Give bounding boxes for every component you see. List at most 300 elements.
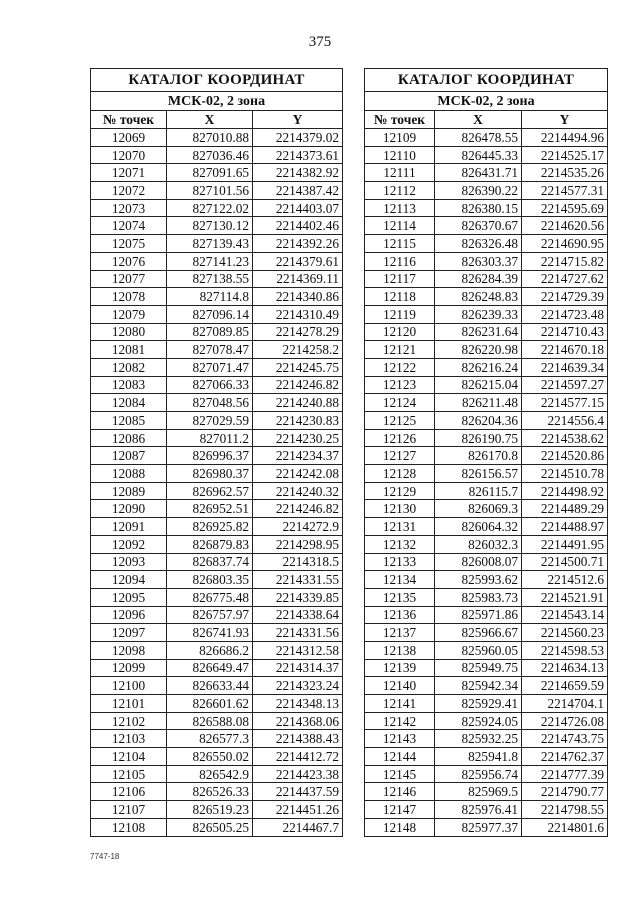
table-row: [365, 199, 608, 217]
table-row: [365, 641, 608, 659]
point-number-cell: 12134: [365, 571, 435, 589]
y-coordinate-cell: 2214402.46: [253, 217, 343, 235]
table-row: [91, 358, 343, 376]
catalog-subtitle: МСК-02, 2 зона: [91, 92, 343, 111]
table-row: [91, 129, 343, 147]
x-coordinate-cell: 826980.37: [167, 465, 253, 483]
point-number-cell: 12108: [91, 818, 167, 836]
point-number-cell: 12095: [91, 588, 167, 606]
point-number-cell: 12103: [91, 730, 167, 748]
point-number-cell: 12143: [365, 730, 435, 748]
table-row: [91, 394, 343, 412]
point-number-cell: 12139: [365, 659, 435, 677]
point-number-cell: 12123: [365, 376, 435, 394]
table-row: [365, 748, 608, 766]
table-row: [91, 252, 343, 270]
y-coordinate-cell: 2214246.82: [253, 500, 343, 518]
point-number-cell: 12119: [365, 305, 435, 323]
y-coordinate-cell: 2214331.55: [253, 571, 343, 589]
y-coordinate-cell: 2214230.25: [253, 429, 343, 447]
table-row: [91, 482, 343, 500]
point-number-cell: 12081: [91, 341, 167, 359]
table-row: [365, 252, 608, 270]
point-number-cell: 12099: [91, 659, 167, 677]
x-coordinate-cell: 827139.43: [167, 235, 253, 253]
point-number-cell: 12117: [365, 270, 435, 288]
point-number-cell: 12121: [365, 341, 435, 359]
point-number-cell: 12136: [365, 606, 435, 624]
table-row: [365, 394, 608, 412]
table-row: [91, 801, 343, 819]
table-row: [91, 270, 343, 288]
point-number-cell: 12105: [91, 765, 167, 783]
column-header-point-number: № точек: [365, 111, 435, 129]
x-coordinate-cell: 825941.8: [435, 748, 522, 766]
x-coordinate-cell: 826239.33: [435, 305, 522, 323]
column-header-y: Y: [253, 111, 343, 129]
x-coordinate-cell: 826588.08: [167, 712, 253, 730]
point-number-cell: 12114: [365, 217, 435, 235]
y-coordinate-cell: 2214520.86: [522, 447, 608, 465]
y-coordinate-cell: 2214230.83: [253, 412, 343, 430]
table-row: [365, 482, 608, 500]
y-coordinate-cell: 2214331.56: [253, 624, 343, 642]
table-row: [91, 695, 343, 713]
table-row: [365, 429, 608, 447]
y-coordinate-cell: 2214488.97: [522, 518, 608, 536]
table-row: [91, 624, 343, 642]
table-row: [365, 270, 608, 288]
y-coordinate-cell: 2214382.92: [253, 164, 343, 182]
y-coordinate-cell: 2214512.6: [522, 571, 608, 589]
y-coordinate-cell: 2214412.72: [253, 748, 343, 766]
y-coordinate-cell: 2214451.26: [253, 801, 343, 819]
x-coordinate-cell: 825929.41: [435, 695, 522, 713]
y-coordinate-cell: 2214494.96: [522, 129, 608, 147]
point-number-cell: 12076: [91, 252, 167, 270]
y-coordinate-cell: 2214743.75: [522, 730, 608, 748]
table-row: [365, 765, 608, 783]
x-coordinate-cell: 825949.75: [435, 659, 522, 677]
y-coordinate-cell: 2214597.27: [522, 376, 608, 394]
point-number-cell: 12069: [91, 129, 167, 147]
x-coordinate-cell: 826370.67: [435, 217, 522, 235]
x-coordinate-cell: 826431.71: [435, 164, 522, 182]
x-coordinate-cell: 826069.3: [435, 500, 522, 518]
x-coordinate-cell: 827141.23: [167, 252, 253, 270]
y-coordinate-cell: 2214437.59: [253, 783, 343, 801]
point-number-cell: 12135: [365, 588, 435, 606]
y-coordinate-cell: 2214278.29: [253, 323, 343, 341]
table-row: [365, 146, 608, 164]
point-number-cell: 12144: [365, 748, 435, 766]
y-coordinate-cell: 2214491.95: [522, 535, 608, 553]
y-coordinate-cell: 2214670.18: [522, 341, 608, 359]
x-coordinate-cell: 826577.3: [167, 730, 253, 748]
x-coordinate-cell: 827091.65: [167, 164, 253, 182]
x-coordinate-cell: 826156.57: [435, 465, 522, 483]
column-header-point-number: № точек: [91, 111, 167, 129]
y-coordinate-cell: 2214729.39: [522, 288, 608, 306]
y-coordinate-cell: 2214710.43: [522, 323, 608, 341]
y-coordinate-cell: 2214556.4: [522, 412, 608, 430]
point-number-cell: 12080: [91, 323, 167, 341]
x-coordinate-cell: 826032.3: [435, 535, 522, 553]
x-coordinate-cell: 827048.56: [167, 394, 253, 412]
point-number-cell: 12098: [91, 641, 167, 659]
y-coordinate-cell: 2214467.7: [253, 818, 343, 836]
y-coordinate-cell: 2214348.13: [253, 695, 343, 713]
table-row: [365, 341, 608, 359]
table-row: [91, 323, 343, 341]
y-coordinate-cell: 2214500.71: [522, 553, 608, 571]
x-coordinate-cell: 826478.55: [435, 129, 522, 147]
y-coordinate-cell: 2214620.56: [522, 217, 608, 235]
y-coordinate-cell: 2214727.62: [522, 270, 608, 288]
x-coordinate-cell: 826526.33: [167, 783, 253, 801]
x-coordinate-cell: 826550.02: [167, 748, 253, 766]
table-row: [365, 412, 608, 430]
y-coordinate-cell: 2214240.32: [253, 482, 343, 500]
table-row: [91, 730, 343, 748]
x-coordinate-cell: 826775.48: [167, 588, 253, 606]
x-coordinate-cell: 827066.33: [167, 376, 253, 394]
point-number-cell: 12096: [91, 606, 167, 624]
y-coordinate-cell: 2214790.77: [522, 783, 608, 801]
x-coordinate-cell: 826204.36: [435, 412, 522, 430]
point-number-cell: 12142: [365, 712, 435, 730]
y-coordinate-cell: 2214339.85: [253, 588, 343, 606]
table-row: [365, 801, 608, 819]
point-number-cell: 12125: [365, 412, 435, 430]
x-coordinate-cell: 827010.88: [167, 129, 253, 147]
catalog-title: КАТАЛОГ КООРДИНАТ: [365, 69, 608, 92]
table-row: [365, 588, 608, 606]
y-coordinate-cell: 2214423.38: [253, 765, 343, 783]
table-row: [91, 677, 343, 695]
x-coordinate-cell: 827011.2: [167, 429, 253, 447]
point-number-cell: 12112: [365, 182, 435, 200]
table-row: [365, 182, 608, 200]
y-coordinate-cell: 2214246.82: [253, 376, 343, 394]
point-number-cell: 12122: [365, 358, 435, 376]
x-coordinate-cell: 826741.93: [167, 624, 253, 642]
table-row: [91, 182, 343, 200]
point-number-cell: 12075: [91, 235, 167, 253]
x-coordinate-cell: 827071.47: [167, 358, 253, 376]
table-row: [365, 783, 608, 801]
table-row: [365, 695, 608, 713]
y-coordinate-cell: 2214379.61: [253, 252, 343, 270]
table-row: [91, 341, 343, 359]
point-number-cell: 12074: [91, 217, 167, 235]
y-coordinate-cell: 2214639.34: [522, 358, 608, 376]
y-coordinate-cell: 2214762.37: [522, 748, 608, 766]
table-row: [365, 465, 608, 483]
x-coordinate-cell: 826952.51: [167, 500, 253, 518]
table-row: [365, 535, 608, 553]
x-coordinate-cell: 826115.7: [435, 482, 522, 500]
point-number-cell: 12100: [91, 677, 167, 695]
point-number-cell: 12115: [365, 235, 435, 253]
table-row: [91, 783, 343, 801]
y-coordinate-cell: 2214312.58: [253, 641, 343, 659]
y-coordinate-cell: 2214521.91: [522, 588, 608, 606]
point-number-cell: 12111: [365, 164, 435, 182]
point-number-cell: 12128: [365, 465, 435, 483]
table-row: [365, 447, 608, 465]
page-number: 375: [308, 34, 332, 50]
table-row: [91, 465, 343, 483]
point-number-cell: 12078: [91, 288, 167, 306]
point-number-cell: 12120: [365, 323, 435, 341]
table-row: [365, 217, 608, 235]
x-coordinate-cell: 826962.57: [167, 482, 253, 500]
y-coordinate-cell: 2214373.61: [253, 146, 343, 164]
table-row: [91, 535, 343, 553]
point-number-cell: 12092: [91, 535, 167, 553]
y-coordinate-cell: 2214242.08: [253, 465, 343, 483]
table-row: [365, 518, 608, 536]
table-row: [91, 199, 343, 217]
x-coordinate-cell: 825969.5: [435, 783, 522, 801]
table-row: [365, 129, 608, 147]
x-coordinate-cell: 826231.64: [435, 323, 522, 341]
table-row: [91, 412, 343, 430]
x-coordinate-cell: 826064.32: [435, 518, 522, 536]
x-coordinate-cell: 826326.48: [435, 235, 522, 253]
x-coordinate-cell: 825956.74: [435, 765, 522, 783]
y-coordinate-cell: 2214715.82: [522, 252, 608, 270]
point-number-cell: 12110: [365, 146, 435, 164]
table-row: [91, 641, 343, 659]
column-header-x: X: [167, 111, 253, 129]
table-row: [91, 500, 343, 518]
y-coordinate-cell: 2214245.75: [253, 358, 343, 376]
y-coordinate-cell: 2214598.53: [522, 641, 608, 659]
x-coordinate-cell: 825993.62: [435, 571, 522, 589]
table-row: [365, 164, 608, 182]
x-coordinate-cell: 827130.12: [167, 217, 253, 235]
table-row: [365, 818, 608, 836]
y-coordinate-cell: 2214510.78: [522, 465, 608, 483]
y-coordinate-cell: 2214726.08: [522, 712, 608, 730]
table-row: [365, 659, 608, 677]
x-coordinate-cell: 826215.04: [435, 376, 522, 394]
x-coordinate-cell: 826542.9: [167, 765, 253, 783]
x-coordinate-cell: 826601.62: [167, 695, 253, 713]
x-coordinate-cell: 825983.73: [435, 588, 522, 606]
point-number-cell: 12102: [91, 712, 167, 730]
y-coordinate-cell: 2214723.48: [522, 305, 608, 323]
x-coordinate-cell: 826211.48: [435, 394, 522, 412]
table-row: [365, 288, 608, 306]
table-row: [91, 765, 343, 783]
point-number-cell: 12087: [91, 447, 167, 465]
column-header-x: X: [435, 111, 522, 129]
x-coordinate-cell: 827029.59: [167, 412, 253, 430]
table-row: [365, 376, 608, 394]
point-number-cell: 12109: [365, 129, 435, 147]
table-row: [365, 500, 608, 518]
table-row: [91, 606, 343, 624]
table-row: [91, 217, 343, 235]
table-row: [91, 818, 343, 836]
point-number-cell: 12093: [91, 553, 167, 571]
x-coordinate-cell: 827101.56: [167, 182, 253, 200]
y-coordinate-cell: 2214577.15: [522, 394, 608, 412]
x-coordinate-cell: 826925.82: [167, 518, 253, 536]
point-number-cell: 12129: [365, 482, 435, 500]
point-number-cell: 12101: [91, 695, 167, 713]
point-number-cell: 12091: [91, 518, 167, 536]
x-coordinate-cell: 827089.85: [167, 323, 253, 341]
point-number-cell: 12116: [365, 252, 435, 270]
y-coordinate-cell: 2214379.02: [253, 129, 343, 147]
point-number-cell: 12113: [365, 199, 435, 217]
y-coordinate-cell: 2214258.2: [253, 341, 343, 359]
point-number-cell: 12072: [91, 182, 167, 200]
point-number-cell: 12127: [365, 447, 435, 465]
y-coordinate-cell: 2214798.55: [522, 801, 608, 819]
point-number-cell: 12079: [91, 305, 167, 323]
x-coordinate-cell: 827114.8: [167, 288, 253, 306]
table-row: [91, 447, 343, 465]
table-row: [91, 553, 343, 571]
x-coordinate-cell: 826649.47: [167, 659, 253, 677]
x-coordinate-cell: 826220.98: [435, 341, 522, 359]
point-number-cell: 12104: [91, 748, 167, 766]
table-row: [365, 571, 608, 589]
table-row: [91, 376, 343, 394]
point-number-cell: 12085: [91, 412, 167, 430]
x-coordinate-cell: 826757.97: [167, 606, 253, 624]
x-coordinate-cell: 826837.74: [167, 553, 253, 571]
y-coordinate-cell: 2214535.26: [522, 164, 608, 182]
table-row: [91, 588, 343, 606]
x-coordinate-cell: 827138.55: [167, 270, 253, 288]
x-coordinate-cell: 826380.15: [435, 199, 522, 217]
y-coordinate-cell: 2214577.31: [522, 182, 608, 200]
point-number-cell: 12073: [91, 199, 167, 217]
x-coordinate-cell: 826996.37: [167, 447, 253, 465]
y-coordinate-cell: 2214634.13: [522, 659, 608, 677]
point-number-cell: 12106: [91, 783, 167, 801]
point-number-cell: 12148: [365, 818, 435, 836]
point-number-cell: 12132: [365, 535, 435, 553]
y-coordinate-cell: 2214659.59: [522, 677, 608, 695]
point-number-cell: 12107: [91, 801, 167, 819]
y-coordinate-cell: 2214498.92: [522, 482, 608, 500]
y-coordinate-cell: 2214538.62: [522, 429, 608, 447]
coordinate-catalog-table-left: [90, 68, 343, 837]
point-number-cell: 12089: [91, 482, 167, 500]
x-coordinate-cell: 827096.14: [167, 305, 253, 323]
x-coordinate-cell: 826803.35: [167, 571, 253, 589]
point-number-cell: 12088: [91, 465, 167, 483]
table-row: [365, 553, 608, 571]
point-number-cell: 12131: [365, 518, 435, 536]
point-number-cell: 12070: [91, 146, 167, 164]
y-coordinate-cell: 2214368.06: [253, 712, 343, 730]
x-coordinate-cell: 827078.47: [167, 341, 253, 359]
table-row: [91, 429, 343, 447]
y-coordinate-cell: 2214240.88: [253, 394, 343, 412]
y-coordinate-cell: 2214310.49: [253, 305, 343, 323]
y-coordinate-cell: 2214387.42: [253, 182, 343, 200]
point-number-cell: 12133: [365, 553, 435, 571]
table-row: [365, 730, 608, 748]
table-row: [91, 571, 343, 589]
x-coordinate-cell: 826190.75: [435, 429, 522, 447]
point-number-cell: 12137: [365, 624, 435, 642]
point-number-cell: 12145: [365, 765, 435, 783]
point-number-cell: 12077: [91, 270, 167, 288]
x-coordinate-cell: 827122.02: [167, 199, 253, 217]
y-coordinate-cell: 2214298.95: [253, 535, 343, 553]
y-coordinate-cell: 2214704.1: [522, 695, 608, 713]
x-coordinate-cell: 826170.8: [435, 447, 522, 465]
x-coordinate-cell: 827036.46: [167, 146, 253, 164]
y-coordinate-cell: 2214318.5: [253, 553, 343, 571]
point-number-cell: 12124: [365, 394, 435, 412]
x-coordinate-cell: 826686.2: [167, 641, 253, 659]
table-row: [365, 677, 608, 695]
x-coordinate-cell: 825932.25: [435, 730, 522, 748]
x-coordinate-cell: 826248.83: [435, 288, 522, 306]
y-coordinate-cell: 2214690.95: [522, 235, 608, 253]
point-number-cell: 12138: [365, 641, 435, 659]
y-coordinate-cell: 2214392.26: [253, 235, 343, 253]
point-number-cell: 12141: [365, 695, 435, 713]
table-row: [91, 748, 343, 766]
x-coordinate-cell: 826303.37: [435, 252, 522, 270]
x-coordinate-cell: 826505.25: [167, 818, 253, 836]
y-coordinate-cell: 2214801.6: [522, 818, 608, 836]
point-number-cell: 12082: [91, 358, 167, 376]
x-coordinate-cell: 825971.86: [435, 606, 522, 624]
x-coordinate-cell: 826216.24: [435, 358, 522, 376]
y-coordinate-cell: 2214272.9: [253, 518, 343, 536]
y-coordinate-cell: 2214403.07: [253, 199, 343, 217]
x-coordinate-cell: 825924.05: [435, 712, 522, 730]
point-number-cell: 12084: [91, 394, 167, 412]
y-coordinate-cell: 2214560.23: [522, 624, 608, 642]
x-coordinate-cell: 825960.05: [435, 641, 522, 659]
table-row: [91, 288, 343, 306]
y-coordinate-cell: 2214525.17: [522, 146, 608, 164]
catalog-title: КАТАЛОГ КООРДИНАТ: [91, 69, 343, 92]
y-coordinate-cell: 2214777.39: [522, 765, 608, 783]
point-number-cell: 12097: [91, 624, 167, 642]
table-row: [91, 235, 343, 253]
point-number-cell: 12090: [91, 500, 167, 518]
y-coordinate-cell: 2214338.64: [253, 606, 343, 624]
table-row: [91, 305, 343, 323]
x-coordinate-cell: 826879.83: [167, 535, 253, 553]
table-row: [365, 358, 608, 376]
y-coordinate-cell: 2214323.24: [253, 677, 343, 695]
point-number-cell: 12147: [365, 801, 435, 819]
table-row: [91, 518, 343, 536]
point-number-cell: 12126: [365, 429, 435, 447]
point-number-cell: 12086: [91, 429, 167, 447]
x-coordinate-cell: 825976.41: [435, 801, 522, 819]
table-row: [365, 235, 608, 253]
table-row: [365, 624, 608, 642]
x-coordinate-cell: 826390.22: [435, 182, 522, 200]
point-number-cell: 12118: [365, 288, 435, 306]
